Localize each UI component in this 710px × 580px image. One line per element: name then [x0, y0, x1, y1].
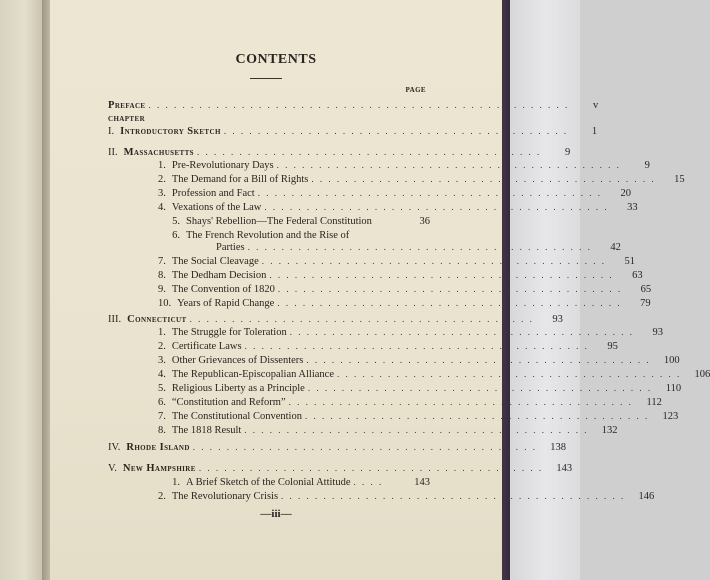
entry-page: 95	[607, 341, 618, 352]
page-column-label: PAGE	[405, 86, 426, 94]
dot-leader: . . . . . . . . . . . . . . . . . . . . . . . . . . . . . . . . . . . . . . . . .	[288, 397, 633, 407]
dot-leader: . . . . . . . . . . . . . . . . . . . . . . . . . . . . . . . . . . . . . . . . .	[198, 463, 544, 473]
toc-chapter	[108, 125, 598, 138]
entry-title: Vexations of the Law	[171, 202, 262, 213]
entry-title: Introductory Sketch	[120, 126, 221, 137]
entry-page: v	[592, 100, 599, 111]
entry-title: The French Revolution and the Rise of	[186, 230, 350, 241]
entry-title: Connecticut	[127, 314, 187, 325]
dot-leader: . . . . . . . . . . . . . . . . . . . . . . . . . . . . . . . . . . . . . . . . .	[261, 256, 607, 266]
entry-number: 4.	[158, 369, 166, 380]
dot-leader: . . . . . . . . . . . . . . . . . . . . . . . . . . . . . . . . . . . . . . . . .	[189, 314, 534, 324]
toc-section	[158, 255, 636, 268]
toc-section	[158, 382, 682, 395]
toc-chapter	[108, 462, 573, 475]
dot-leader: . . . . . . . . . . . . . . . . . . . . . . . . . . . . . . . . . . . . . . . . .	[264, 202, 609, 212]
entry-page: 143	[556, 463, 573, 474]
title-rule	[250, 78, 282, 79]
dot-leader: . . . . . . . . . . . . . . . . . . . . . . . . . . . . . . . . . . . . . . . . .	[276, 160, 621, 170]
dot-leader: . . . . . . . . . . . . . . . . . . . . . . . . . . . . . . . . . . . . . . . . .	[244, 425, 589, 435]
entry-page: 112	[646, 397, 662, 408]
page-title: CONTENTS	[235, 52, 317, 67]
entry-title: Years of Rapid Change	[177, 298, 275, 309]
dot-leader: . . . .	[353, 477, 384, 487]
entry-title: Massachusetts	[123, 147, 194, 158]
entry-number: 7.	[158, 411, 166, 422]
entry-title: “Constitution and Reform”	[171, 397, 286, 408]
toc-section	[158, 201, 638, 214]
toc-section	[158, 326, 663, 339]
dot-leader: . . . . . . . . . . . . . . . . . . . . . . . . . . . . . . . . . . . . . . . . .	[269, 270, 614, 280]
entry-page: 33	[627, 202, 638, 213]
entry-title: Pre-Revolutionary Days	[171, 160, 274, 171]
entry-number: 2.	[158, 341, 166, 352]
entry-number: 4.	[158, 202, 166, 213]
toc-chapter	[108, 313, 563, 326]
entry-page: 51	[624, 256, 636, 267]
entry-number: 7.	[158, 256, 166, 267]
toc-section	[158, 173, 685, 186]
dot-leader: . . . . . . . . . . . . . . . . . . . . . . . . . . . . . . . . . . . . . . . . .	[244, 341, 589, 351]
dot-leader: . . . . . . . . . . . . . . . . . . . . . . . . . . . . . . . . . . . . . . . . .	[307, 383, 653, 393]
entry-page: 36	[419, 216, 430, 227]
toc-section-continuation	[158, 241, 621, 254]
entry-page: 9	[564, 147, 571, 158]
entry-number: 3.	[158, 355, 166, 366]
entry-number: 5.	[158, 383, 166, 394]
chapter-column-label: CHAPTER	[108, 115, 146, 123]
entry-number: IV.	[108, 442, 121, 453]
toc-section	[158, 215, 430, 228]
entry-number: III.	[108, 314, 122, 325]
dot-leader: . . . . . . . . . . . . . . . . . . . . . . . . . . . . . . . . . . . . . . . . .	[281, 491, 626, 501]
entry-title: New Hampshire	[122, 463, 196, 474]
toc-section	[158, 283, 652, 296]
entry-title: Other Grievances of Dissenters	[171, 355, 304, 366]
entry-page: 63	[632, 270, 643, 281]
toc-section	[158, 269, 643, 282]
toc-chapter	[108, 441, 567, 454]
entry-title: The Struggle for Toleration	[171, 327, 287, 338]
toc-section	[158, 410, 679, 423]
entry-number: V.	[108, 463, 117, 474]
dot-leader: . . . . . . . . . . . . . . . . . . . . . . . . . . . . . . . . . . . . . . . . .	[311, 174, 656, 184]
entry-number: 2.	[158, 491, 166, 502]
dot-leader: . . . . . . . . . . . . . . . . . . . . . . . . . . . . . . . . . . . . . . . . . . . . . . . . . .	[148, 100, 570, 110]
entry-page: 93	[552, 314, 563, 325]
entry-number: 10.	[158, 298, 172, 309]
dot-leader: . . . . . . . . . . . . . . . . . . . . . . . . . . . . . . . . . . . . . . . . .	[336, 369, 682, 379]
toc-section	[158, 187, 631, 200]
entry-title: Religious Liberty as a Principle	[171, 383, 305, 394]
entry-page: 79	[640, 298, 651, 309]
entry-number: 5.	[172, 216, 180, 227]
toc-section	[158, 159, 650, 172]
toc-section	[158, 340, 618, 353]
entry-title: The Social Cleavage	[171, 256, 259, 267]
entry-page: 123	[662, 411, 679, 422]
entry-number: I.	[108, 126, 115, 137]
dot-leader: . . . . . . . . . . . . . . . . . . . . . . . . . . . . . . . . . . . . . . . . .	[192, 442, 538, 452]
toc-entry-preface	[108, 99, 599, 112]
entry-page: 42	[610, 242, 621, 253]
entry-title: Preface	[108, 100, 146, 111]
entry-number: 1.	[172, 477, 180, 488]
entry-page: 93	[652, 327, 663, 338]
entry-page: 106	[694, 369, 710, 380]
dot-leader: . . . . . . . . . . . . . . . . . . . . . . . . . . . . . . . . . . . . . . . . .	[257, 188, 602, 198]
page-folio: —iii—	[260, 508, 292, 520]
dot-leader: . . . . . . . . . . . . . . . . . . . . . . . . . . . . . . . . . . . . . . . . .	[277, 298, 622, 308]
entry-page: 146	[638, 491, 655, 502]
entry-title: The Revolutionary Crisis	[171, 491, 279, 502]
entry-title: The Constitutional Convention	[171, 411, 302, 422]
dot-leader: . . . . . . . . . . . . . . . . . . . . . . . . . . . . . . . . . . . . . . . . .	[289, 327, 634, 337]
toc-section	[158, 476, 430, 489]
entry-title: The Convention of 1820	[171, 284, 275, 295]
entry-page: 1	[591, 126, 598, 137]
entry-page: 132	[601, 425, 618, 436]
entry-page: 110	[665, 383, 682, 394]
entry-number: 8.	[158, 270, 166, 281]
dot-leader: . . . . . . . . . . . . . . . . . . . . . . . . . . . . . . . . . . . . . . . . .	[247, 242, 592, 252]
entry-number: 9.	[158, 284, 166, 295]
dot-leader: . . . . . . . . . . . . . . . . . . . . . . . . . . . . . . . . . . . . . . . . .	[196, 147, 542, 157]
entry-number: 6.	[172, 230, 180, 241]
entry-title: Certificate Laws	[171, 341, 242, 352]
toc-section	[158, 354, 680, 367]
entry-page: 15	[674, 174, 685, 185]
entry-number: 6.	[158, 397, 166, 408]
entry-title: A Brief Sketch of the Colonial Attitude	[186, 477, 351, 488]
dot-leader: . . . . . . . . . . . . . . . . . . . . . . . . . . . . . . . . . . . . . . . . .	[304, 411, 650, 421]
entry-title: The 1818 Result	[171, 425, 242, 436]
dot-leader: . . . . . . . . . . . . . . . . . . . . . . . . . . . . . . . . . . . . . . . . .	[306, 355, 651, 365]
entry-number: 8.	[158, 425, 166, 436]
toc-section	[158, 396, 662, 409]
entry-page: 138	[550, 442, 567, 453]
toc-chapter	[108, 146, 571, 159]
entry-number: 1.	[158, 160, 166, 171]
contents-page	[50, 0, 710, 580]
entry-title: Parties	[216, 242, 245, 253]
toc-section	[158, 490, 655, 503]
entry-title: Shays' Rebellion—The Federal Constitution	[186, 216, 372, 227]
entry-page: 20	[620, 188, 631, 199]
entry-number: 3.	[158, 188, 166, 199]
entry-title: The Demand for a Bill of Rights	[171, 174, 309, 185]
dot-leader: . . . . . . . . . . . . . . . . . . . . . . . . . . . . . . . . . . . . . . . . .	[277, 284, 623, 294]
entry-number: 1.	[158, 327, 166, 338]
entry-page: 9	[644, 160, 650, 171]
toc-section	[158, 368, 710, 381]
entry-page: 65	[640, 284, 652, 295]
entry-title: The Republican-Episcopalian Alliance	[171, 369, 334, 380]
entry-title: Profession and Fact	[171, 188, 255, 199]
toc-section	[158, 424, 618, 437]
entry-page: 143	[414, 477, 430, 488]
entry-title: Rhode Island	[126, 442, 190, 453]
entry-number: II.	[108, 147, 118, 158]
dot-leader: . . . . . . . . . . . . . . . . . . . . . . . . . . . . . . . . . . . . . . . . .	[223, 126, 569, 136]
entry-page: 100	[663, 355, 680, 366]
entry-title: The Dedham Decision	[171, 270, 267, 281]
facing-page-edge	[0, 0, 42, 580]
entry-number: 2.	[158, 174, 166, 185]
toc-section	[158, 297, 651, 310]
